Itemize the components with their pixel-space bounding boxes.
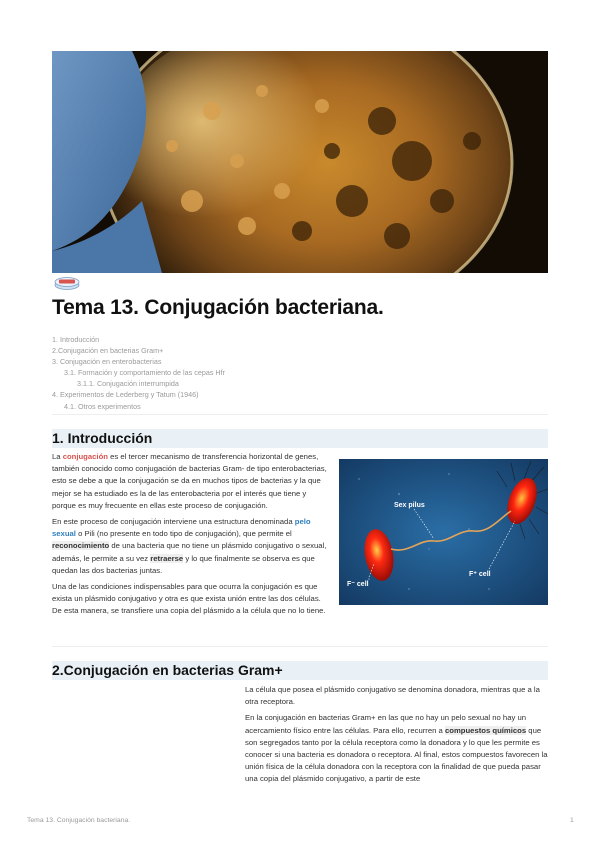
paragraph: En este proceso de conjugación interviene una estructura denominada pelo sexual o Pili (no presente en todo tipo de conjugación), que permite el reconocimiento de una bacteria que no tiene un plásmido conjugativo o sexual, además, le permite a su vez retraerse y lo que finalmente se observa es que quedan las dos bacterias juntas.: [52, 517, 327, 575]
divider: [52, 414, 548, 415]
page-number: 1: [570, 817, 574, 824]
paragraph: Una de las condiciones indispensables para que ocurra la conjugación es que exista un plásmido conjugativo y otra es que exista unión entre las dos células. De esta manera, se transfiere una copia del plásmido a la célula que no lo tiene.: [52, 582, 326, 616]
term-conjugacion: conjugación: [62, 452, 108, 461]
sex-pilus-micrograph: [339, 459, 548, 605]
toc-link[interactable]: 3.1.1. Conjugación interrumpida: [77, 379, 179, 389]
toc-link[interactable]: 1. Introducción: [52, 335, 100, 344]
page-icon: [54, 276, 80, 290]
toc-link[interactable]: 4. Experimentos de Lederberg y Tatum (1946): [52, 390, 199, 400]
section1-text: [52, 451, 328, 622]
label-f-minus-cell: F⁻ cell: [347, 581, 369, 588]
paragraph: La célula que posea el plásmido conjugativo se denomina donadora, mientras que a la otra receptora.: [245, 685, 540, 707]
label-f-plus-cell: F⁺ cell: [469, 571, 491, 578]
section-heading-introduccion: 1. Introducción: [52, 429, 548, 448]
page-title: Tema 13. Conjugación bacteriana.: [52, 296, 384, 319]
toc-link[interactable]: 4.1. Otros experimentos: [64, 401, 141, 411]
toc-link[interactable]: 3. Conjugación en enterobacterias: [52, 357, 162, 367]
paragraph: La conjugación es el tercer mecanismo de transferencia horizontal de genes, también conocido como conjugación de bacterias Gram- de tipo enterobacterias, esto se debe a que la conjugación se da en muchos tipos de bacterias y la que mejor se ha estudiado es la de las enterobacteria por el interés que tiene y porque es muy frecuente en ellas este proceso de conjugación.: [52, 452, 327, 510]
hero-image-petri-dish: [52, 51, 548, 273]
label-sex-pilus: Sex pilus: [394, 502, 425, 509]
section-heading-gram-positive: 2.Conjugación en bacterias Gram+: [52, 661, 548, 680]
table-of-contents: [52, 334, 548, 412]
toc-link[interactable]: 2.Conjugación en bacterias Gram+: [52, 346, 164, 356]
divider: [52, 646, 548, 647]
paragraph: En la conjugación en bacterias Gram+ en las que no hay un pelo sexual no hay un acercamiento físico entre las células. Para ello, recurren a compuestos químicos que son segregados tanto por la célula receptora como la donadora y lo que les permite es conocer si una bacteria es donadora o receptora. Al final, estos compuestos favorecen la unión física de la célula donadora con la receptora con la finalidad de que pueda pasar una copia del plásmido conjugativo, a partir de este: [245, 713, 548, 784]
section2-text: [245, 684, 548, 790]
footer-title: Tema 13. Conjugación bacteriana.: [27, 817, 131, 824]
term-pelo-sexual: pelo sexual: [52, 517, 311, 539]
toc-link[interactable]: 3.1. Formación y comportamiento de las cepas Hfr: [64, 368, 225, 378]
